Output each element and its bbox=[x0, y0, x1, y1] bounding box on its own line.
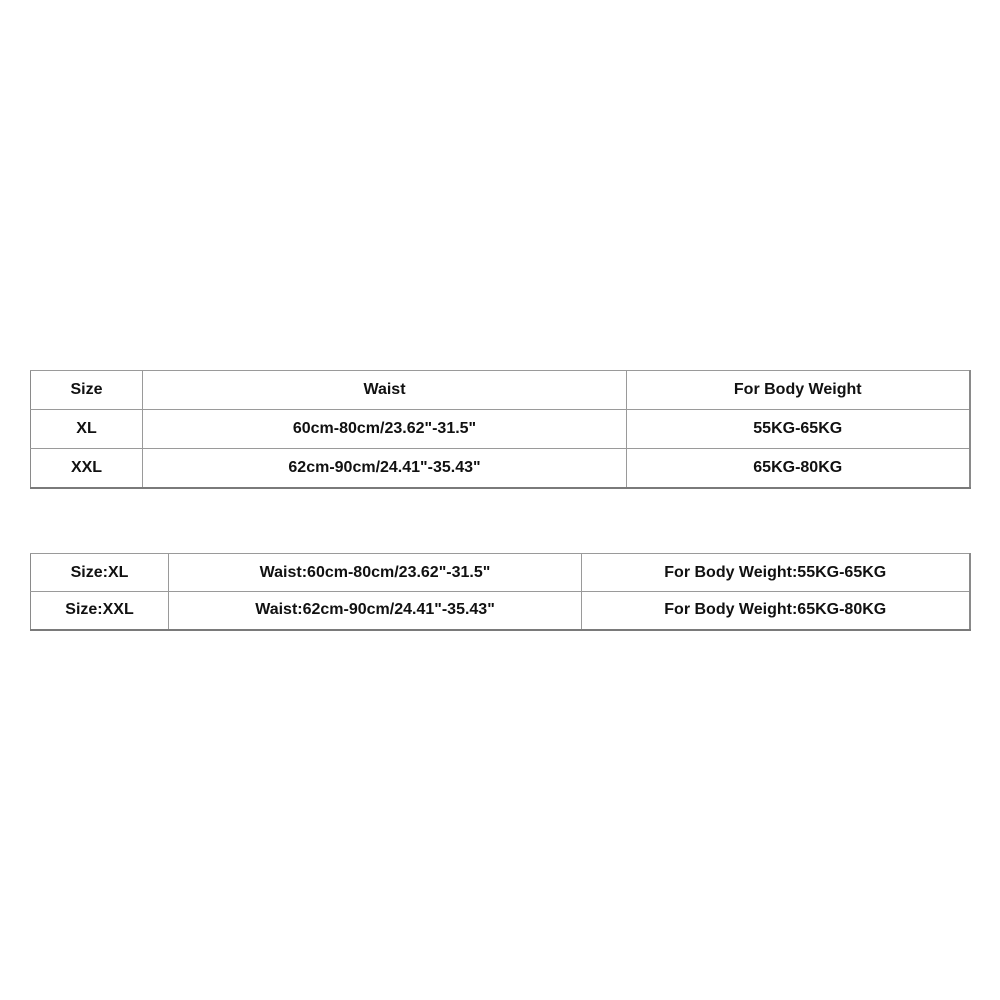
header-waist: Waist bbox=[143, 371, 627, 410]
waist-cell: Waist:62cm-90cm/24.41"-35.43" bbox=[169, 592, 582, 630]
size-chart-inline-table bbox=[30, 553, 971, 631]
size-cell: Size:XXL bbox=[31, 592, 169, 630]
waist-cell: Waist:60cm-80cm/23.62"-31.5" bbox=[169, 554, 582, 592]
table-row bbox=[31, 449, 970, 488]
size-cell: XXL bbox=[31, 449, 143, 488]
table-row bbox=[31, 410, 970, 449]
waist-cell: 60cm-80cm/23.62"-31.5" bbox=[143, 410, 627, 449]
size-cell: Size:XL bbox=[31, 554, 169, 592]
body-weight-cell: For Body Weight:55KG-65KG bbox=[582, 554, 970, 592]
table-row bbox=[31, 554, 970, 592]
size-cell: XL bbox=[31, 410, 143, 449]
size-chart-table bbox=[30, 370, 971, 489]
header-body-weight: For Body Weight bbox=[627, 371, 970, 410]
table-header-row bbox=[31, 371, 970, 410]
table-row bbox=[31, 592, 970, 630]
body-weight-cell: For Body Weight:65KG-80KG bbox=[582, 592, 970, 630]
body-weight-cell: 55KG-65KG bbox=[627, 410, 970, 449]
body-weight-cell: 65KG-80KG bbox=[627, 449, 970, 488]
waist-cell: 62cm-90cm/24.41"-35.43" bbox=[143, 449, 627, 488]
header-size: Size bbox=[31, 371, 143, 410]
